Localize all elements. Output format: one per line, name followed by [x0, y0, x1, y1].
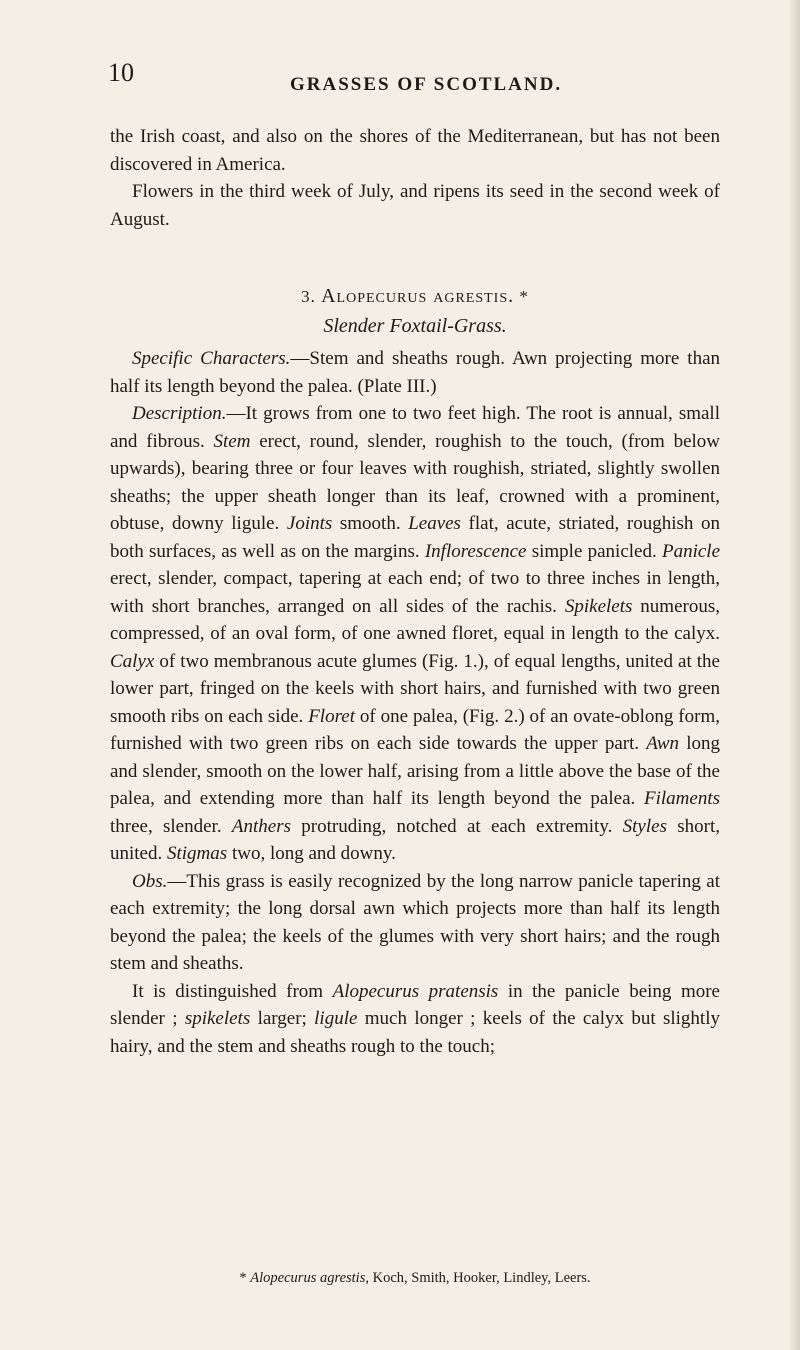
- specific-characters-text: —Stem and sheaths rough. Awn projecting more than half its length beyond the palea. (Plate III.): [110, 348, 721, 397]
- paragraph-flowering: Flowers in the third week of July, and ripens its seed in the second week of August.: [110, 181, 720, 230]
- footnote-species: Alopecurus agrestis,: [250, 1270, 369, 1286]
- distinguish-text: in the panicle being more slender ;: [110, 980, 720, 1029]
- term-ligule: ligule: [314, 1008, 358, 1029]
- specific-characters-label: Specific Characters.: [132, 348, 291, 369]
- term-styles: Styles: [622, 815, 667, 837]
- description-text: simple panicled.: [526, 540, 662, 562]
- description-text: numerous, compressed, of an oval form, of one awned floret, equal in length to the calyx.: [110, 595, 720, 644]
- description-text: of one palea, (Fig. 2.) of an ovate-oblong form, furnished with two green ribs on each side towards the upper part.: [110, 705, 720, 754]
- running-head: GRASSES OF SCOTLAND.: [290, 74, 563, 95]
- term-anthers: Anthers: [231, 815, 291, 837]
- description-text: two, long and downy.: [227, 843, 396, 864]
- footnote-marker: *: [519, 287, 529, 306]
- term-awn: Awn: [646, 733, 680, 754]
- species-body: [110, 345, 720, 1060]
- term-floret: Floret: [308, 705, 355, 727]
- intro-text: [110, 123, 720, 233]
- distinguish-text: larger;: [250, 1008, 315, 1029]
- paragraph-continued: the Irish coast, and also on the shores of the Mediterranean, but has not been discovered in America.: [110, 126, 720, 175]
- description-text: erect, round, slender, roughish to the touch, (from below upwards), bearing three or four leaves with roughish, striated, slightly swollen sheaths; the upper sheath longer than its leaf, crowned with a prominent, obtuse, downy ligule.: [110, 430, 721, 534]
- species-name: Alopecurus agrestis.: [321, 285, 515, 307]
- description-text: of two membranous acute glumes (Fig. 1.), of equal lengths, united at the lower part, fringed on the keels with short hairs, and furnished with two green smooth ribs on each side.: [110, 650, 720, 727]
- distinguish-text: It is distinguished from: [132, 980, 333, 1002]
- term-leaves: Leaves: [408, 513, 461, 534]
- term-panicle: Panicle: [661, 540, 720, 562]
- specific-characters-paragraph: [110, 345, 720, 400]
- term-stem: Stem: [213, 430, 251, 452]
- description-label: Description.: [132, 403, 227, 424]
- description-paragraph: [110, 400, 720, 868]
- footnote-marker: *: [239, 1270, 247, 1286]
- description-text: erect, slender, compact, tapering at each end; of two to three inches in length, with short branches, arranged on all sides of the rachis.: [110, 568, 720, 617]
- term-spikelets: Spikelets: [564, 595, 633, 617]
- term-joints: Joints: [286, 513, 333, 534]
- description-text: short, united.: [110, 815, 721, 864]
- description-text: protruding, notched at each extremity.: [290, 815, 623, 837]
- obs-text: —This grass is easily recognized by the long narrow panicle tapering at each extremity; the long dorsal awn which projects more than half its length beyond the palea; the keels of the glumes with very short hairs; and the rough stem and sheaths.: [110, 870, 720, 974]
- page-header: [108, 58, 688, 102]
- description-text: smooth.: [332, 513, 409, 534]
- description-text: three, slender.: [110, 815, 232, 837]
- footnote-authors: Koch, Smith, Hooker, Lindley, Leers.: [368, 1270, 591, 1286]
- distinguish-text: much longer ; keels of the calyx but slightly hairy, and the stem and sheaths rough to the touch;: [110, 1008, 720, 1057]
- term-stigmas: Stigmas: [167, 843, 228, 864]
- description-text: flat, acute, striated, roughish on both surfaces, as well as on the margins.: [110, 513, 720, 562]
- description-text: long and slender, smooth on the lower half, arising from a little above the base of the palea, and extending more than half its length beyond the palea.: [110, 733, 720, 809]
- obs-paragraph: [110, 868, 720, 978]
- term-alopecurus-pratensis: Alopecurus pratensis: [332, 980, 499, 1002]
- page-number: 10: [108, 58, 134, 87]
- footnote: [110, 1270, 720, 1287]
- term-spikelets: spikelets: [184, 1008, 251, 1029]
- species-heading: [110, 285, 720, 308]
- page-edge: [790, 0, 800, 1350]
- obs-label: Obs.: [132, 870, 168, 892]
- term-filaments: Filaments: [644, 788, 720, 809]
- species-number: 3.: [301, 287, 316, 306]
- common-name: Slender Foxtail-Grass.: [323, 315, 507, 337]
- description-text: —It grows from one to two feet high. The root is annual, small and fibrous.: [110, 403, 720, 452]
- term-inflorescence: Inflorescence: [424, 540, 527, 562]
- distinguish-paragraph: [110, 978, 720, 1061]
- term-calyx: Calyx: [110, 650, 155, 672]
